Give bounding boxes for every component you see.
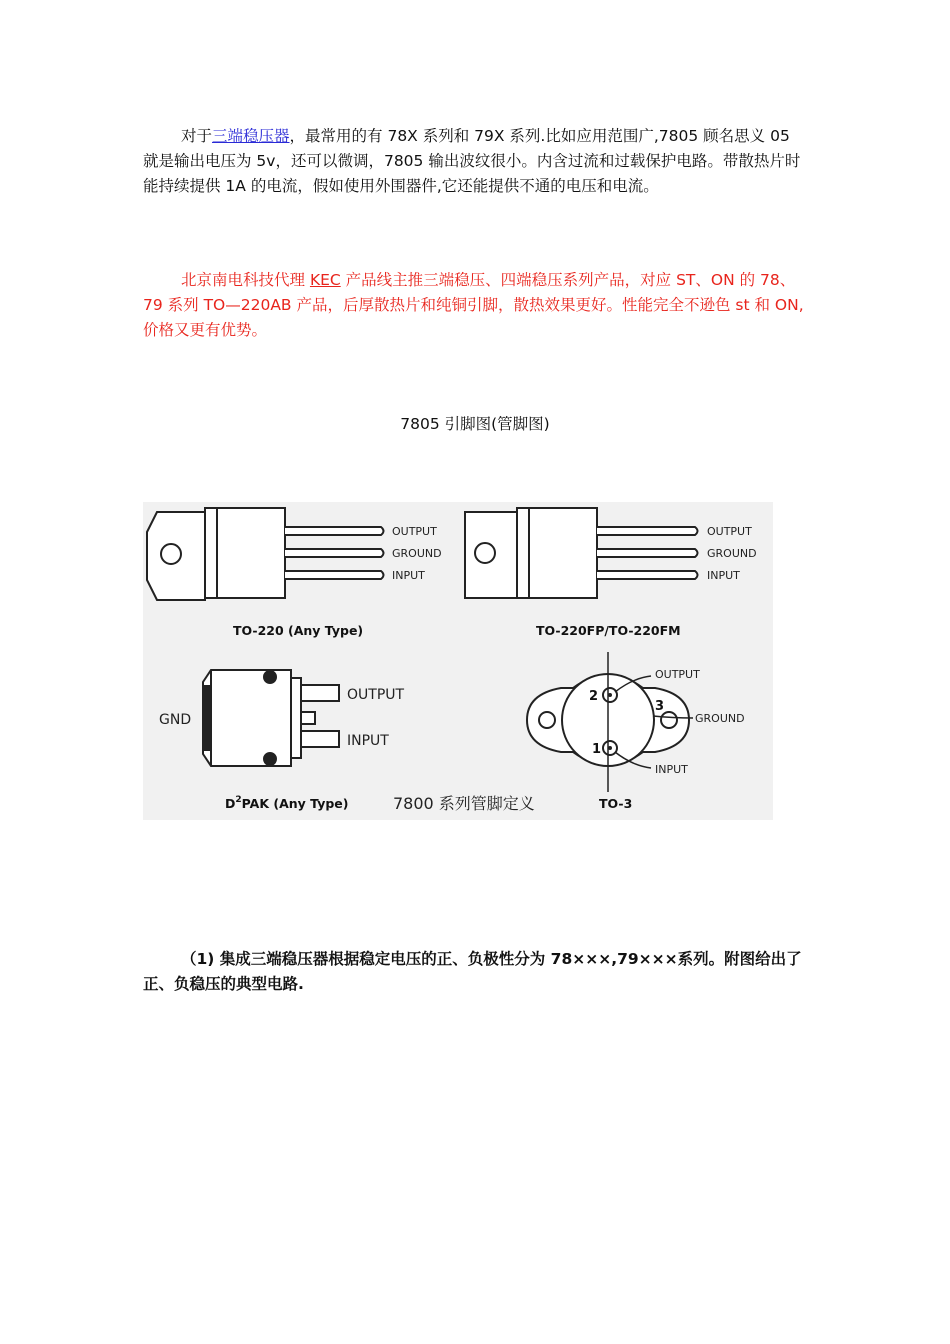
to3-pin-3-number: 3 <box>655 699 665 714</box>
to220fp-output-label: OUTPUT <box>707 525 752 538</box>
d2pak-tab <box>203 670 291 766</box>
promo-prefix: 北京南电科技代理 <box>181 271 310 289</box>
promo-paragraph <box>143 268 808 343</box>
pinout-diagram <box>143 502 773 820</box>
promo-text: 产品线主推三端稳压、四端稳压系列产品，对应 ST、ON 的 78、79 系列 TO—220AB 产品，后厚散热片和纯铜引脚，散热效果更好。性能完全不逊色 st 和 ON,价格又更有优势。 <box>143 271 804 339</box>
d2pak-label-sup: 2 <box>235 795 242 805</box>
to3-input-label: INPUT <box>655 763 688 776</box>
d2pak-dot-bottom <box>264 753 276 765</box>
d2pak-pin-center <box>301 712 315 724</box>
to220-pin-input <box>285 571 384 579</box>
d2pak-pin-output <box>301 685 339 701</box>
d2pak-input-label: INPUT <box>347 733 389 749</box>
to220fp-package-label: TO-220FP/TO-220FM <box>536 623 681 638</box>
to3-ground-label: GROUND <box>695 712 745 725</box>
series-caption: 7800 系列管脚定义 <box>393 794 535 813</box>
to220fp-ground-label: GROUND <box>707 547 757 560</box>
figure-title: 7805 引脚图(管脚图) <box>400 415 550 433</box>
to3-mount-hole-left <box>539 712 555 728</box>
d2pak-body-step <box>291 678 301 758</box>
to220-pin-output <box>285 527 384 535</box>
d2pak-output-label: OUTPUT <box>347 687 405 703</box>
to220-mount-hole <box>161 544 181 564</box>
to3-pin-1-number: 1 <box>592 742 602 757</box>
to220-input-label: INPUT <box>392 569 425 582</box>
kec-link[interactable]: KEC <box>309 271 341 289</box>
d2pak-dot-top <box>264 671 276 683</box>
to220-output-label: OUTPUT <box>392 525 437 538</box>
to220fp-mount-hole <box>475 543 495 563</box>
to3-output-label: OUTPUT <box>655 668 700 681</box>
d2pak-label-rest: PAK (Any Type) <box>241 796 349 811</box>
to220fp-input-label: INPUT <box>707 569 740 582</box>
intro-paragraph <box>143 124 808 199</box>
d2pak-gnd-label: GND <box>159 712 192 728</box>
regulator-link[interactable]: 三端稳压器 <box>212 127 290 145</box>
d2pak-pin-input <box>301 731 339 747</box>
to220fp-pin-output <box>597 527 698 535</box>
to220-pin-ground <box>285 549 384 557</box>
to3-pin-2-number: 2 <box>589 689 599 704</box>
to220-ground-label: GROUND <box>392 547 442 560</box>
to3-mount-hole-right <box>661 712 677 728</box>
d2pak-label-prefix: D <box>225 796 236 811</box>
classification-paragraph: （1) 集成三端稳压器根据稳定电压的正、负极性分为 78×××,79×××系列。附图给出了正、负稳压的典型电路. <box>143 950 802 993</box>
to3-package-label: TO-3 <box>599 796 633 811</box>
to220-package-label: TO-220 (Any Type) <box>233 623 364 638</box>
d2pak-package-label <box>225 795 349 811</box>
intro-text: ，最常用的有 78X 系列和 79X 系列.比如应用范围广,7805 顾名思义 05 就是输出电压为 5v，还可以微调，7805 输出波纹很小。内含过流和过载保护电路。带散热片时能持续提供 1A 的电流，假如使用外围器件,它还能提供不通的电压和电流。 <box>143 127 801 195</box>
intro-prefix: 对于 <box>181 127 213 145</box>
d2pak-edge <box>205 686 211 750</box>
to220fp-pin-input <box>597 571 698 579</box>
to220fp-pin-ground <box>597 549 698 557</box>
